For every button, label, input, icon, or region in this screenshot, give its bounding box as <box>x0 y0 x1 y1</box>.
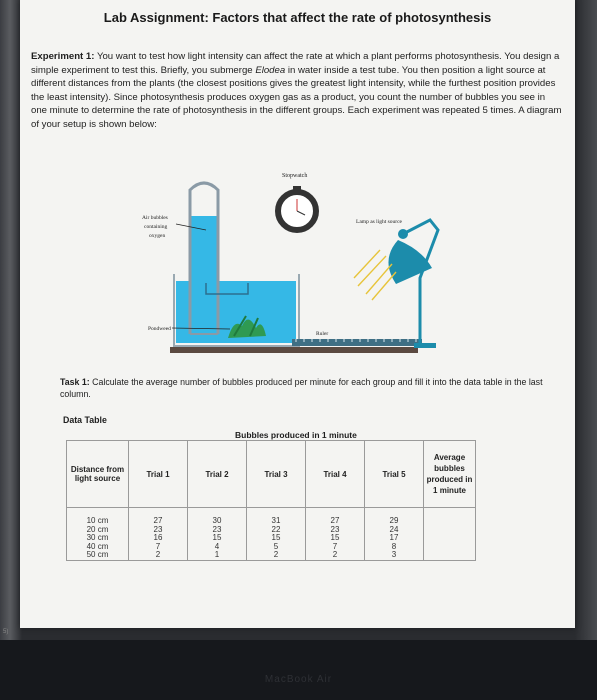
trial-4-values: 27 23 15 7 2 <box>306 508 365 561</box>
document-page <box>20 0 575 628</box>
header-trial-5: Trial 5 <box>365 441 424 508</box>
laptop-brand-label: MacBook Air <box>264 674 333 685</box>
table-row <box>67 508 476 561</box>
lamp-arm <box>403 220 438 344</box>
experiment-paragraph <box>31 50 563 132</box>
table-header-row <box>67 441 476 508</box>
bubbles-header: Bubbles produced in 1 minute <box>235 430 357 440</box>
test-tube-water <box>190 216 218 334</box>
header-trial-3: Trial 3 <box>247 441 306 508</box>
experiment-text-1: You want to test how light intensity can affect the rate at which a plant performs photosynthesis. You design a simple experiment to test this. Briefly, you submerge <box>31 51 560 76</box>
data-table-label: Data Table <box>63 415 107 425</box>
trial-1-values: 27 23 16 7 2 <box>129 508 188 561</box>
page-tab-label: 5) <box>3 629 9 635</box>
bubbles-label-line2: containing <box>144 224 168 230</box>
stopwatch-label: Stopwatch <box>282 173 308 179</box>
distance-values: 10 cm 20 cm 30 cm 40 cm 50 cm <box>67 508 129 561</box>
header-distance: Distance from light source <box>67 441 129 508</box>
bench <box>170 347 418 353</box>
task-instructions <box>60 377 550 400</box>
page-title: Lab Assignment: Factors that affect the rate of photosynthesis <box>103 10 492 25</box>
experiment-label: Experiment 1: <box>31 51 95 62</box>
trial-3-values: 31 22 15 5 2 <box>247 508 306 561</box>
lamp-label: Lamp as light source <box>356 219 402 225</box>
task-text: Calculate the average number of bubbles produced per minute for each group and fill it into the data table in the last column. <box>60 377 543 399</box>
bubbles-label-line1: Air bubbles <box>142 215 168 221</box>
data-table <box>66 440 476 561</box>
pondweed-label: Pondweed <box>148 326 171 332</box>
trial-2-values: 30 23 15 4 1 <box>188 508 247 561</box>
header-average: Average bubbles produced in 1 minute <box>424 441 476 508</box>
average-values[interactable] <box>424 508 476 561</box>
experiment-setup-diagram <box>20 168 575 368</box>
ruler-label: Ruler <box>316 331 329 337</box>
elodea-term: Elodea <box>255 64 286 76</box>
trial-5-values: 29 24 17 8 3 <box>365 508 424 561</box>
header-trial-4: Trial 4 <box>306 441 365 508</box>
experiment-text-2: in water inside a test tube. You then position a light source at different distances from the plants (the closest positions gives the greatest light intensity, while the furthest position provides the least intensity). Since photosynthesis produces oxygen gas as a product, you count the number of bubbles you see in one minute to determine the rate of photosynthesis in the different groups. Each experiment was repeated 5 times. A diagram of your setup is shown below: <box>31 64 562 130</box>
header-trial-2: Trial 2 <box>188 441 247 508</box>
header-trial-1: Trial 1 <box>129 441 188 508</box>
bubbles-label-line3: oxygen <box>149 233 166 239</box>
task-label: Task 1: <box>60 377 90 387</box>
